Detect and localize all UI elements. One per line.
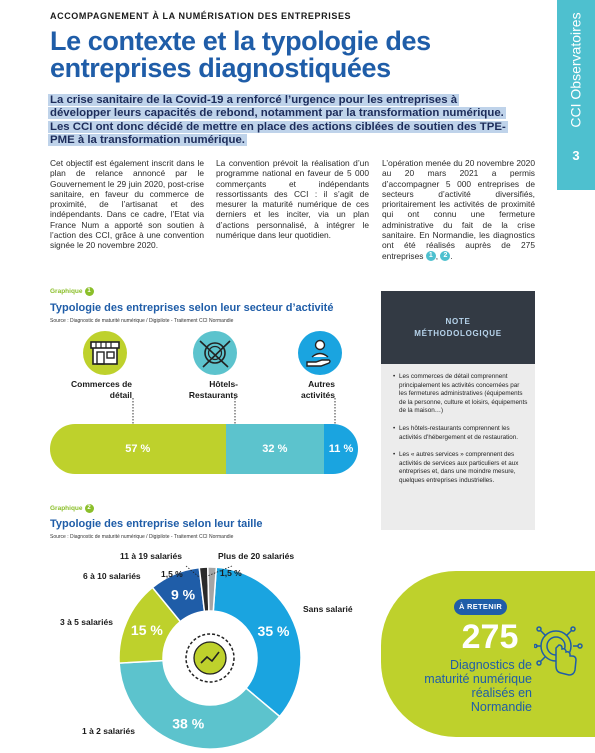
donut-label-11-19: 11 à 19 salariés [120, 551, 182, 561]
page-kicker: ACCOMPAGNEMENT À LA NUMÉRISATION DES ENTREPRISES [50, 11, 352, 21]
donut-slice-label: 35 % [257, 623, 290, 640]
donut-value-11-19: 1,5 % [161, 569, 183, 579]
donut-label-sans-salarie: Sans salarié [303, 604, 353, 614]
body-column-2: La convention prévoit la réalisation d’un programme national en faveur de 5 000 commerçants et indépendants ressortissants des CCI : il s’agit de mesurer la maturité numérique de ces derniers et les inciter, via un plan d’actions personnalisé, à intégrer le numérique dans leur quotidien. [216, 158, 369, 241]
note-item: • Les commerces de détail comprennent principalement les activités concernées par les fermetures administratives (équipements de la personne, culture et loisirs, équipements de la maison…) [393, 373, 529, 416]
note-item: • Les hôtels-restaurants comprennent les activités d’hébergement et de restauration. [393, 425, 529, 442]
graph-ref-2: 2 [440, 251, 450, 261]
note-heading: NOTE MÉTHODOLOGIQUE [381, 291, 535, 364]
graph-ref-1: 1 [426, 251, 436, 261]
donut-label-1-2: 1 à 2 salariés [82, 726, 135, 736]
retain-text: Diagnostics de maturité numérique réalisés en Normandie [424, 658, 532, 714]
sector-label-commerces: Commerces de détail [71, 379, 132, 400]
graph2-number: 2 [85, 504, 94, 513]
graph2-source: Source : Diagnostic de maturité numérique / Digipilote - Traitement CCI Normandie [50, 534, 234, 540]
donut-label-20plus: Plus de 20 salariés [218, 551, 295, 561]
page-number: 3 [572, 148, 580, 163]
donut-slice-label: 9 % [170, 586, 196, 603]
graph2-label: Graphique 2 [50, 504, 94, 513]
growth-chart-icon [194, 642, 226, 674]
graph1-number: 1 [85, 287, 94, 296]
graph1-source: Source : Diagnostic de maturité numérique / Digipilote - Traitement CCI Normandie [50, 318, 234, 324]
bar-segment-label: 57 % [125, 443, 151, 455]
sector-label-hotels: Hôtels-Restaurants [188, 379, 238, 400]
donut-value-20plus: 1,5 % [220, 568, 242, 578]
donut-slice-label: 15 % [130, 622, 163, 639]
donut-label-3-5: 3 à 5 salariés [60, 617, 113, 627]
note-item: • Les « autres services » comprennent des activités de services aux particuliers et aux entreprises et, dans une moindre mesure, quelques entreprises industrielles. [393, 451, 529, 485]
body-column-1: Cet objectif est également inscrit dans le plan de relance annoncé par le Gouvernement le 29 juin 2020, post-crise sanitaire, en faveur du commerce de proximité, de l’artisanat et des indépendants. Dans ce cadre, l’Etat via France Num a apporté son soutien à l’action des CCI, grâce à une convention signée le 20 novembre 2020. [50, 158, 204, 251]
graph1-label: Graphique 1 [50, 287, 94, 296]
body-column-3-text: L’opération menée du 20 novembre 2020 au 20 mars 2021 a permis d’accompagner 5 000 entreprises de secteurs d’activité diversifiés, prioritairement les activités de proximité qui ont connu une fermeture administrative du fait de la crise sanitaire. En Normandie, les diagnostics ont été réalisés auprès de 275 entreprises [382, 158, 535, 261]
sector-label-autres: Autres activités [300, 379, 335, 400]
retain-badge: À RETENIR [454, 599, 507, 615]
bar-segment-label: 11 % [328, 443, 354, 455]
touch-network-icon [534, 624, 590, 688]
donut-label-6-10: 6 à 10 salariés [83, 571, 141, 581]
graph1-title: Typologie des entreprises selon leur secteur d’activité [50, 302, 334, 314]
bar-segment-label: 32 % [262, 443, 288, 455]
graph2-title: Typologie des entreprise selon leur taille [50, 518, 263, 530]
sidebar-label: CCI Observatoires [568, 12, 584, 128]
donut-slice-label: 38 % [172, 715, 205, 732]
donut-slice [213, 567, 301, 716]
page-title: Le contexte et la typologie des entreprises diagnostiquées [50, 26, 431, 83]
retain-number: 275 [461, 618, 519, 656]
lead-text: La crise sanitaire de la Covid-19 a renforcé l’urgence pour les entreprises à développer leurs capacités de rebond, notamment par la transformation numérique. Les CCI ont donc décidé de mettre en place des actions ciblées de soutien des TPE-PME à la transformation numérique. [50, 94, 506, 147]
body-column-3: L’opération menée du 20 novembre 2020 au 20 mars 2021 a permis d’accompagner 5 000 entreprises de secteurs d’activité diversifiés, prioritairement les activités de proximité qui ont connu une fermeture administrative du fait de la crise sanitaire. En Normandie, les diagnostics ont été réalisés auprès de 275 entreprises 1 , 2 . [382, 158, 535, 261]
